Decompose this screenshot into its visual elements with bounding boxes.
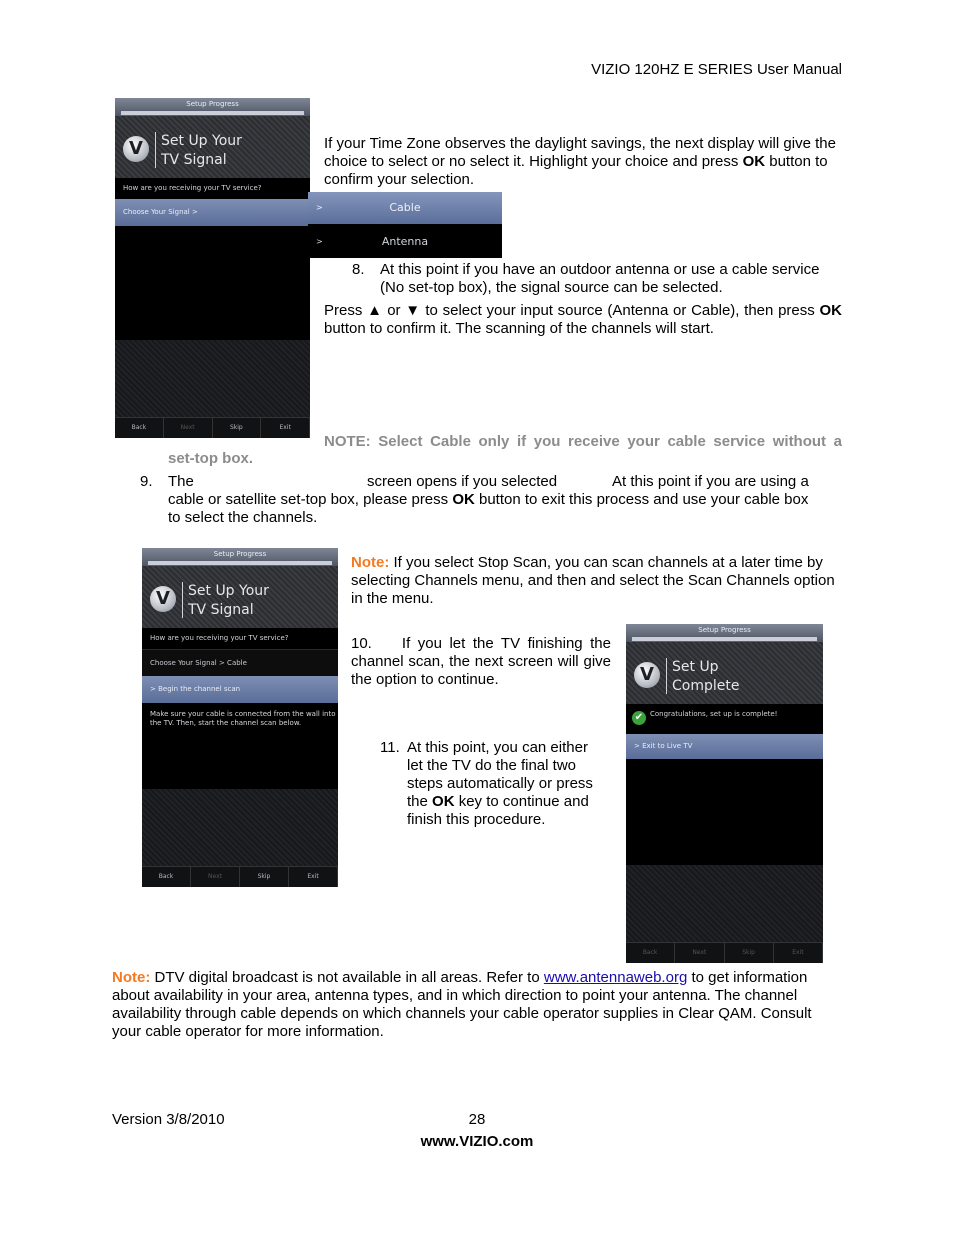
ok-text: OK <box>819 302 842 319</box>
header-divider <box>182 582 183 618</box>
screen-header <box>115 116 310 178</box>
screen-footer <box>142 866 338 887</box>
page-number: 28 <box>468 1111 486 1128</box>
screen-lower-pattern <box>115 340 310 418</box>
checkmark-icon: ✔ <box>632 711 646 725</box>
back-button[interactable]: Back <box>626 943 675 963</box>
text: At this point, you can either let the TV do the final two steps automatically or press the <box>407 739 593 810</box>
text: button to exit this process and use your cable box <box>474 491 809 508</box>
screen-title <box>188 582 269 620</box>
item-9-line2 <box>168 491 848 509</box>
choose-signal-row[interactable]: Choose Your Signal > Cable <box>142 649 338 678</box>
skip-button[interactable]: Skip <box>725 943 774 963</box>
tv-screen-channel-scan <box>142 548 338 887</box>
congrats-row: Congratulations, set up is complete! <box>626 704 823 724</box>
screen-title-line2: TV Signal <box>161 152 227 168</box>
exit-button[interactable]: Exit <box>261 418 310 438</box>
option-antenna-label: Antenna <box>381 235 429 248</box>
next-button[interactable]: Next <box>675 943 724 963</box>
vizio-logo-icon: V <box>150 586 176 612</box>
next-button[interactable]: Next <box>164 418 213 438</box>
paragraph-press <box>324 302 842 338</box>
screen-header <box>626 642 823 704</box>
item-9-number: 9. <box>140 473 153 490</box>
item-number: 10. <box>351 635 372 652</box>
item-9-opens: screen opens if you selected <box>367 473 558 490</box>
screen-title-line1: Set Up <box>672 659 719 675</box>
note-stop-scan <box>351 554 835 608</box>
item-11-text <box>407 739 607 829</box>
setup-progress-bar <box>142 548 338 566</box>
item-8-text: At this point if you have an outdoor antenna or use a cable service (No set-top box), the signal source can be selected. <box>380 261 820 296</box>
manual-title: VIZIO 120HZ E SERIES User Manual <box>591 61 842 78</box>
screen-lower-pattern <box>142 789 338 867</box>
chevron-right-icon: > <box>316 237 323 246</box>
scan-instructions: Make sure your cable is connected from the wall into the TV. Then, start the channel scan below. <box>150 710 336 727</box>
version-text: Version 3/8/2010 <box>112 1111 225 1128</box>
option-cable[interactable] <box>308 192 502 224</box>
header-divider <box>666 658 667 694</box>
next-button[interactable]: Next <box>191 867 240 887</box>
choose-signal-row[interactable] <box>115 199 310 226</box>
vizio-logo-icon: V <box>634 662 660 688</box>
screen-question: How are you receiving your TV service? <box>115 178 310 198</box>
option-cable-label: Cable <box>389 201 421 214</box>
setup-progress-title: Setup Progress <box>213 550 267 558</box>
item-8-number: 8. <box>352 261 365 278</box>
note-label: Note: <box>112 969 151 986</box>
text: If you select Stop Scan, you can scan channels at a later time by selecting Channels menu, and then and select the Scan Channels option in the menu. <box>351 554 835 607</box>
item-9-the: The <box>168 473 194 490</box>
setup-progress-title: Setup Progress <box>698 626 751 634</box>
chevron-right-icon: > <box>191 208 198 216</box>
screen-title <box>161 132 242 170</box>
item-11-number: 11. <box>380 739 400 756</box>
setup-progress-bar <box>626 624 823 642</box>
screen-footer <box>115 417 310 438</box>
note-label: Note: <box>351 554 390 571</box>
note-cable-line2: set-top box. <box>168 450 253 467</box>
item-10 <box>351 635 611 689</box>
setup-progress-title: Setup Progress <box>186 100 239 108</box>
tv-screen-setup-signal <box>115 98 310 438</box>
screen-footer <box>626 942 823 963</box>
text: key to continue and finish this procedure. <box>407 793 589 828</box>
screen-title-line1: Set Up Your <box>161 133 242 149</box>
screen-header <box>142 566 338 628</box>
vizio-logo-icon: V <box>123 136 149 162</box>
ok-text: OK <box>742 153 766 170</box>
back-button[interactable]: Back <box>142 867 191 887</box>
screen-lower-pattern <box>626 865 823 943</box>
back-button[interactable]: Back <box>115 418 164 438</box>
paragraph-daylight <box>324 135 844 189</box>
skip-button[interactable]: Skip <box>213 418 262 438</box>
screen-title-line1: Set Up Your <box>188 583 269 599</box>
choose-signal-label: Choose Your Signal <box>123 208 190 216</box>
screen-question: How are you receiving your TV service? <box>142 628 338 648</box>
begin-scan-row[interactable]: > Begin the channel scan <box>142 676 338 703</box>
text: Press ▲ or ▼ to select your input source (Antenna or Cable), then press <box>324 302 820 319</box>
exit-button[interactable]: Exit <box>289 867 338 887</box>
item-9-point: At this point if you are using a <box>612 473 809 490</box>
text: If your Time Zone observes the daylight savings, the next display will give the choice to select or no select it. Highlight your choice and press <box>324 135 836 170</box>
chevron-right-icon: > <box>316 203 323 212</box>
ok-text: OK <box>452 491 475 508</box>
setup-progress-bar <box>115 98 310 116</box>
screen-title-line2: Complete <box>672 678 740 694</box>
tv-screen-setup-complete <box>626 624 823 963</box>
note-dtv <box>112 969 844 1041</box>
website-text: www.VIZIO.com <box>420 1133 534 1150</box>
text: button to confirm your selection. <box>324 153 828 188</box>
ok-text: OK <box>432 793 455 810</box>
text: button to confirm it. The scanning of the channels will start. <box>324 320 714 337</box>
skip-button[interactable]: Skip <box>240 867 289 887</box>
note-cable-line1: NOTE: Select Cable only if you receive your cable service without a <box>324 433 842 450</box>
signal-options-popup <box>308 192 502 258</box>
exit-to-live-tv-row[interactable]: > Exit to Live TV <box>626 734 823 759</box>
text: to get information about availability in your area, antenna types, and in which direction to point your antenna. The channel availability through cable depends on which channels your cable operator supplies in Clear QAM. Consult your cable operator for more information. <box>112 969 812 1040</box>
item-9-line3: to select the channels. <box>168 509 318 526</box>
option-antenna[interactable] <box>308 226 502 258</box>
header-divider <box>155 132 156 168</box>
text: If you let the TV finishing the channel scan, the next screen will give the option to continue. <box>351 635 611 688</box>
text: cable or satellite set-top box, please press <box>168 491 453 508</box>
exit-button[interactable]: Exit <box>774 943 823 963</box>
text: DTV digital broadcast is not available in all areas. Refer to <box>150 969 544 986</box>
screen-title <box>672 658 739 696</box>
screen-title-line2: TV Signal <box>188 602 254 618</box>
antennaweb-link[interactable]: www.antennaweb.org <box>543 969 688 986</box>
